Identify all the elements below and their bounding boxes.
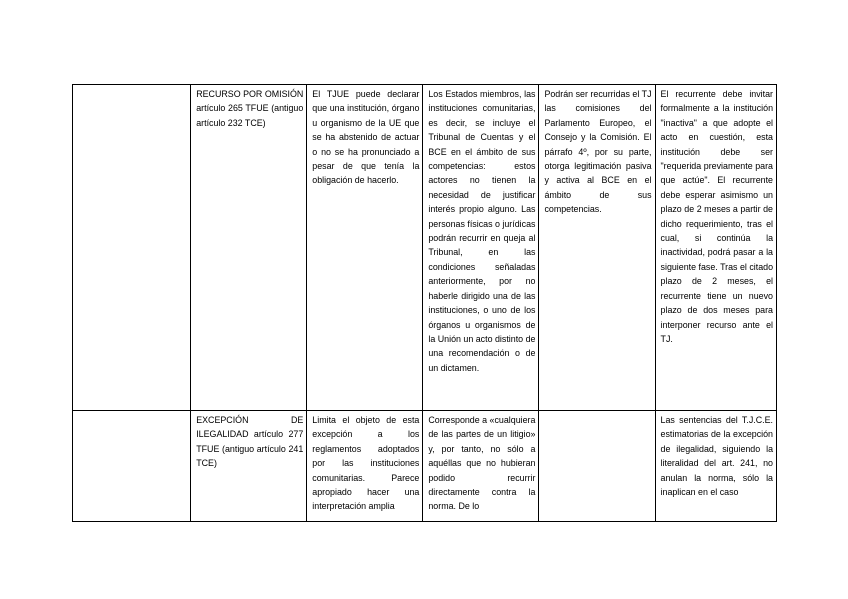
passive-standing-cell: Podrán ser recurridas el TJ las comisiones del Parlamento Europeo, el Consejo y la Comisión. El párrafo 4º, por su parte, otorga legitimación pasiva y activa al BCE en el ámbito de sus competencias. — [539, 85, 655, 411]
object-cell: El TJUE puede declarar que una institución, órgano u organismo de la UE que se ha abstenido de actuar o no se ha pronunciado a pesar de que tenía la obligación de hacerlo. — [307, 85, 423, 411]
passive-standing-cell — [539, 411, 655, 522]
active-standing-cell: Corresponde a «cualquiera de las partes de un litigio» y, por tanto, no sólo a aquéllas que no hubieran podido recurrir directamente contra la norma. De lo — [423, 411, 539, 522]
remedy-name-cell: EXCEPCIÓN DE ILEGALIDAD artículo 277 TFUE (antiguo artículo 241 TCE) — [191, 411, 307, 522]
table-row — [73, 85, 777, 411]
procedure-cell: Las sentencias del T.J.C.E. estimatorias de la excepción de ilegalidad, siguiendo la literalidad del art. 241, no anulan la norma, sólo la inaplican en el caso — [655, 411, 776, 522]
table-row — [73, 411, 777, 522]
row-index-cell — [73, 85, 191, 411]
procedure-cell: El recurrente debe invitar formalmente a la institución "inactiva" a que adopte el acto en cuestión, esta institución debe ser "requerida previamente para que actúe". El recurrente debe esperar asimismo un plazo de 2 meses a partir de dicho requerimiento, tras el cual, si continúa la inactividad, podrá pasar a la siguiente fase. Tras el citado plazo de 2 meses, el recurrente tiene un nuevo plazo de dos meses para interponer recurso ante el TJ. — [655, 85, 776, 411]
document-table — [72, 84, 777, 522]
remedy-name-cell: RECURSO POR OMISIÓN artículo 265 TFUE (antiguo artículo 232 TCE) — [191, 85, 307, 411]
object-cell: Limita el objeto de esta excepción a los reglamentos adoptados por las instituciones comunitarias. Parece apropiado hacer una interpretación amplia — [307, 411, 423, 522]
active-standing-cell: Los Estados miembros, las instituciones comunitarias, es decir, se incluye el Tribunal de Cuentas y el BCE en el ámbito de sus competencias: estos actores no tienen la necesidad de justificar interés propio alguno. Las personas físicas o jurídicas podrán recurrir en queja al Tribunal, en las condiciones señaladas anteriormente, por no haberle dirigido una de las instituciones, o uno de los órganos u organismos de la Unión un acto distinto de una recomendación o de un dictamen. — [423, 85, 539, 411]
row-index-cell — [73, 411, 191, 522]
